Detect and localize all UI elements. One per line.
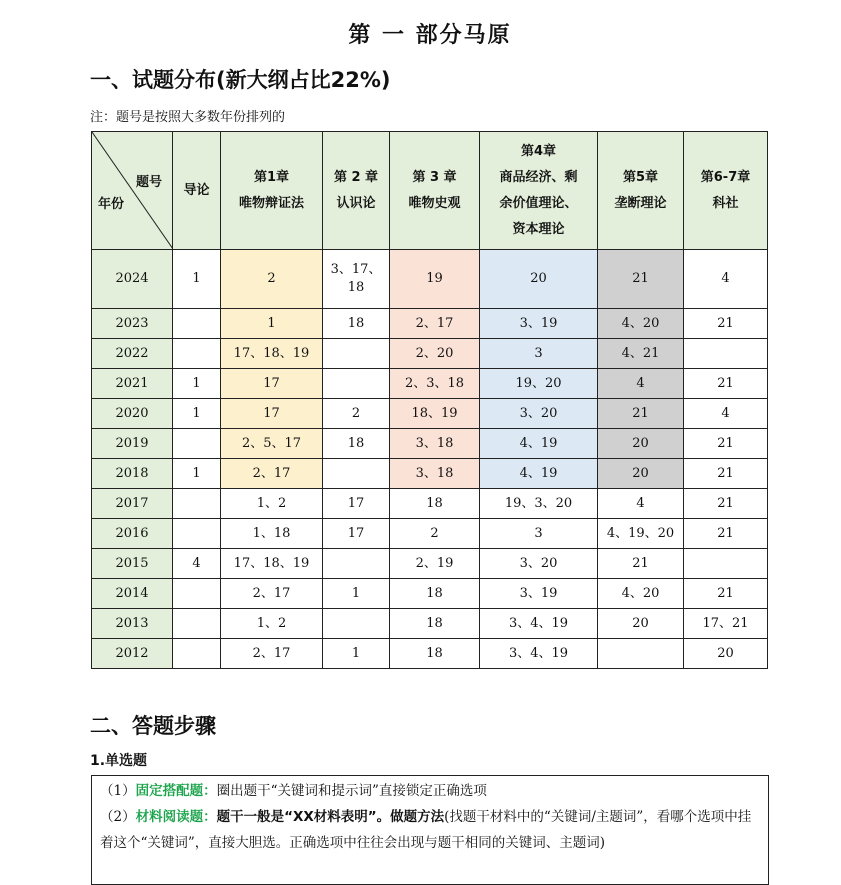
col-header-ch2: 第 2 章 认识论 bbox=[323, 132, 390, 250]
table-row bbox=[92, 309, 768, 339]
table-row bbox=[92, 459, 768, 489]
cell-intro bbox=[173, 579, 221, 609]
cell-ch6-7: 4 bbox=[684, 250, 768, 309]
cell-ch4: 19、3、20 bbox=[480, 489, 598, 519]
cell-ch1: 17 bbox=[221, 399, 323, 429]
cell-ch5: 4、20 bbox=[598, 309, 684, 339]
page-title: 第 一 部分马原 bbox=[348, 23, 512, 48]
cell-ch3: 3、18 bbox=[390, 429, 480, 459]
cell-ch5 bbox=[598, 639, 684, 669]
cell-ch1: 1、2 bbox=[221, 489, 323, 519]
cell-ch1: 1 bbox=[221, 309, 323, 339]
col-header-ch3: 第 3 章 唯物史观 bbox=[390, 132, 480, 250]
cell-ch3: 2、19 bbox=[390, 549, 480, 579]
cell-ch2 bbox=[323, 459, 390, 489]
cell-ch1: 17、18、19 bbox=[221, 549, 323, 579]
cell-ch2 bbox=[323, 369, 390, 399]
cell-intro bbox=[173, 609, 221, 639]
corner-bottom-label: 年份 bbox=[98, 197, 125, 212]
table-row bbox=[92, 579, 768, 609]
cell-ch4: 3、4、19 bbox=[480, 639, 598, 669]
year-cell: 2018 bbox=[92, 459, 173, 489]
cell-ch6-7: 4 bbox=[684, 399, 768, 429]
year-cell: 2021 bbox=[92, 369, 173, 399]
col-header-ch5: 第5章 垄断理论 bbox=[598, 132, 684, 250]
cell-ch5: 21 bbox=[598, 549, 684, 579]
cell-ch4: 20 bbox=[480, 250, 598, 309]
year-cell: 2017 bbox=[92, 489, 173, 519]
cell-intro: 1 bbox=[173, 399, 221, 429]
cell-ch5: 4、21 bbox=[598, 339, 684, 369]
table-row bbox=[92, 250, 768, 309]
cell-ch2: 3、17、18 bbox=[323, 250, 390, 309]
col-header-ch4: 第4章 商品经济、剩 余价值理论、 资本理论 bbox=[480, 132, 598, 250]
col-header-intro: 导论 bbox=[173, 132, 221, 250]
cell-ch6-7 bbox=[684, 549, 768, 579]
table-row bbox=[92, 369, 768, 399]
cell-intro bbox=[173, 639, 221, 669]
cell-ch2: 1 bbox=[323, 639, 390, 669]
section2-heading: 二、答题步骤 bbox=[90, 714, 216, 738]
cell-ch6-7: 21 bbox=[684, 489, 768, 519]
cell-ch1: 2、17 bbox=[221, 459, 323, 489]
year-cell: 2022 bbox=[92, 339, 173, 369]
step-item-1: （1）固定搭配题：圈出题干“关键词和提示词”直接锁定正确选项 bbox=[100, 783, 487, 799]
cell-ch4: 4、19 bbox=[480, 429, 598, 459]
cell-intro bbox=[173, 429, 221, 459]
cell-ch3: 2 bbox=[390, 519, 480, 549]
question-distribution-table bbox=[91, 131, 768, 669]
corner-cell bbox=[92, 132, 173, 250]
table-row bbox=[92, 639, 768, 669]
col-header-ch6-7: 第6-7章 科社 bbox=[684, 132, 768, 250]
cell-ch2 bbox=[323, 339, 390, 369]
cell-ch6-7: 21 bbox=[684, 459, 768, 489]
cell-intro: 1 bbox=[173, 459, 221, 489]
cell-ch3: 18 bbox=[390, 639, 480, 669]
table-row bbox=[92, 399, 768, 429]
cell-ch4: 3 bbox=[480, 339, 598, 369]
cell-ch2: 18 bbox=[323, 309, 390, 339]
cell-ch4: 3、19 bbox=[480, 579, 598, 609]
cell-ch6-7 bbox=[684, 339, 768, 369]
table-body bbox=[92, 250, 768, 669]
cell-ch3: 18、19 bbox=[390, 399, 480, 429]
answer-steps-box bbox=[91, 775, 769, 885]
cell-ch2: 2 bbox=[323, 399, 390, 429]
cell-ch4: 4、19 bbox=[480, 459, 598, 489]
cell-ch3: 2、3、18 bbox=[390, 369, 480, 399]
cell-ch3: 18 bbox=[390, 579, 480, 609]
cell-ch4: 3、4、19 bbox=[480, 609, 598, 639]
cell-ch5: 21 bbox=[598, 250, 684, 309]
cell-intro bbox=[173, 489, 221, 519]
cell-ch1: 1、18 bbox=[221, 519, 323, 549]
table-row bbox=[92, 519, 768, 549]
cell-ch1: 2、5、17 bbox=[221, 429, 323, 459]
cell-ch2: 1 bbox=[323, 579, 390, 609]
cell-ch6-7: 17、21 bbox=[684, 609, 768, 639]
cell-ch2 bbox=[323, 609, 390, 639]
cell-ch4: 3、20 bbox=[480, 399, 598, 429]
year-cell: 2013 bbox=[92, 609, 173, 639]
cell-ch3: 2、17 bbox=[390, 309, 480, 339]
cell-intro: 4 bbox=[173, 549, 221, 579]
cell-ch4: 19、20 bbox=[480, 369, 598, 399]
cell-ch4: 3、19 bbox=[480, 309, 598, 339]
cell-ch5: 20 bbox=[598, 429, 684, 459]
cell-ch1: 2 bbox=[221, 250, 323, 309]
cell-ch3: 19 bbox=[390, 250, 480, 309]
cell-ch2: 17 bbox=[323, 519, 390, 549]
cell-intro bbox=[173, 309, 221, 339]
cell-ch5: 4 bbox=[598, 489, 684, 519]
step-label-fixed-collocation: 固定搭配题： bbox=[135, 783, 217, 799]
cell-ch5: 20 bbox=[598, 459, 684, 489]
cell-intro: 1 bbox=[173, 250, 221, 309]
step-label-material-reading: 材料阅读题： bbox=[135, 809, 217, 825]
cell-intro bbox=[173, 519, 221, 549]
cell-ch2: 17 bbox=[323, 489, 390, 519]
table-row bbox=[92, 549, 768, 579]
cell-ch5: 4、20 bbox=[598, 579, 684, 609]
table-row bbox=[92, 339, 768, 369]
table-row bbox=[92, 489, 768, 519]
table-note: 注：题号是按照大多数年份排列的 bbox=[90, 110, 286, 125]
year-cell: 2020 bbox=[92, 399, 173, 429]
cell-ch1: 17、18、19 bbox=[221, 339, 323, 369]
year-cell: 2019 bbox=[92, 429, 173, 459]
cell-ch2 bbox=[323, 549, 390, 579]
cell-ch5: 4 bbox=[598, 369, 684, 399]
cell-ch3: 18 bbox=[390, 489, 480, 519]
cell-ch1: 1、2 bbox=[221, 609, 323, 639]
year-cell: 2015 bbox=[92, 549, 173, 579]
cell-ch6-7: 21 bbox=[684, 369, 768, 399]
single-choice-heading: 1.单选题 bbox=[90, 753, 148, 769]
cell-ch1: 17 bbox=[221, 369, 323, 399]
cell-ch6-7: 21 bbox=[684, 519, 768, 549]
cell-ch6-7: 21 bbox=[684, 579, 768, 609]
year-cell: 2014 bbox=[92, 579, 173, 609]
cell-ch2: 18 bbox=[323, 429, 390, 459]
year-cell: 2024 bbox=[92, 250, 173, 309]
cell-ch5: 20 bbox=[598, 609, 684, 639]
corner-top-label: 题号 bbox=[135, 175, 162, 190]
cell-ch4: 3、20 bbox=[480, 549, 598, 579]
section1-heading: 一、试题分布(新大纲占比22%) bbox=[90, 68, 391, 92]
cell-intro bbox=[173, 339, 221, 369]
cell-ch6-7: 21 bbox=[684, 309, 768, 339]
year-cell: 2016 bbox=[92, 519, 173, 549]
cell-intro: 1 bbox=[173, 369, 221, 399]
step-item-2: （2）材料阅读题：题干一般是“XX材料表明”。做题方法(找题干材料中的“关键词/主题词”，看哪个选项中挂着这个“关键词”，直接大胆选。正确选项中往往会出现与题干相同的关键词、主题词) bbox=[100, 809, 752, 851]
year-cell: 2012 bbox=[92, 639, 173, 669]
cell-ch1: 2、17 bbox=[221, 579, 323, 609]
cell-ch5: 21 bbox=[598, 399, 684, 429]
cell-ch3: 3、18 bbox=[390, 459, 480, 489]
cell-ch6-7: 21 bbox=[684, 429, 768, 459]
cell-ch5: 4、19、20 bbox=[598, 519, 684, 549]
cell-ch4: 3 bbox=[480, 519, 598, 549]
table-row bbox=[92, 609, 768, 639]
col-header-ch1: 第1章 唯物辩证法 bbox=[221, 132, 323, 250]
table-header-row bbox=[92, 132, 768, 250]
year-cell: 2023 bbox=[92, 309, 173, 339]
table-row bbox=[92, 429, 768, 459]
cell-ch3: 2、20 bbox=[390, 339, 480, 369]
cell-ch1: 2、17 bbox=[221, 639, 323, 669]
cell-ch3: 18 bbox=[390, 609, 480, 639]
cell-ch6-7: 20 bbox=[684, 639, 768, 669]
